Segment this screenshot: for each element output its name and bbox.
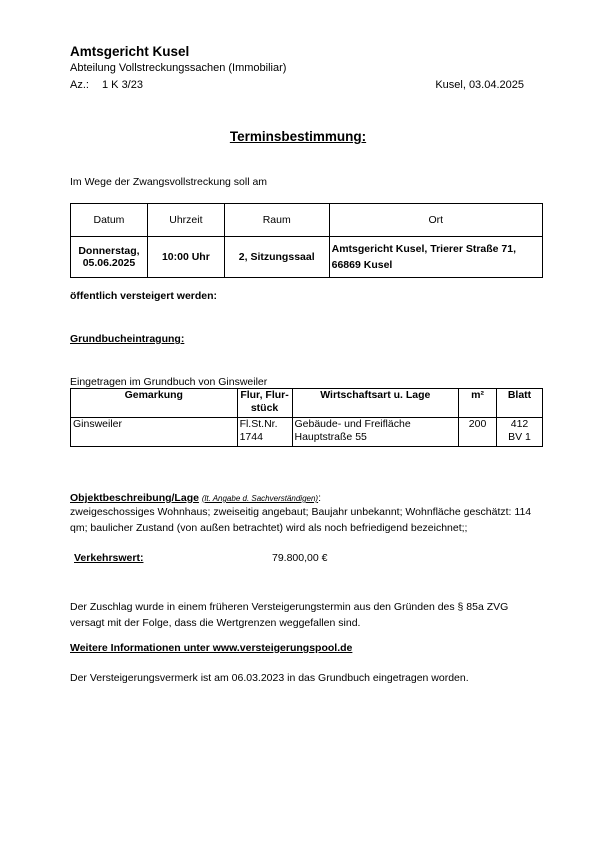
register-table: [70, 388, 543, 447]
col-header-gemarkung: Gemarkung: [71, 389, 238, 418]
more-info-link[interactable]: Weitere Informationen unter www.versteigerungspool.de: [70, 642, 353, 654]
market-value: 79.800,00 €: [272, 552, 328, 564]
case-number: [70, 79, 143, 91]
object-heading-label: Objektbeschreibung/Lage: [70, 492, 199, 504]
cell-m2: 200: [459, 418, 497, 447]
object-description: zweigeschossiges Wohnhaus; zweiseitig angebaut; Baujahr unbekannt; Wohnfläche geschätzt: 114 qm; baulicher Zustand (von außen betrachtet) wird als noch befriedigend bezeichnet;;: [70, 506, 532, 534]
location-street: Amtsgericht Kusel, Trierer Straße 71,: [331, 243, 517, 255]
auction-text: öffentlich versteigert werden:: [70, 290, 218, 302]
market-value-label: Verkehrswert:: [74, 552, 144, 564]
date-value: 05.06.2025: [82, 257, 136, 269]
appointment-header-row: [71, 204, 543, 237]
court-name: Amtsgericht Kusel: [70, 44, 190, 59]
intro-text: Im Wege der Zwangsvollstreckung soll am: [70, 176, 268, 188]
cell-blatt-line1: 412: [510, 418, 529, 430]
department: Abteilung Vollstreckungssachen (Immobiliar): [70, 62, 287, 74]
cell-blatt: [497, 418, 543, 447]
col-header-flur-line2: stück: [250, 402, 279, 414]
col-header-location: Ort: [329, 204, 542, 237]
cell-flur-line1: Fl.St.Nr.: [239, 418, 278, 430]
cell-wirtschaft: [292, 418, 459, 447]
register-row: [71, 418, 543, 447]
col-header-flur: [237, 389, 292, 418]
col-header-wirtschaft: Wirtschaftsart u. Lage: [292, 389, 459, 418]
case-number-value: 1 K 3/23: [102, 79, 143, 91]
col-header-time: Uhrzeit: [147, 204, 224, 237]
object-heading-note: (lt. Angabe d. Sachverständigen): [201, 494, 319, 503]
col-header-m2: m²: [459, 389, 497, 418]
appointment-table: [70, 203, 543, 278]
appointment-date: [71, 237, 148, 278]
object-heading: [70, 492, 321, 504]
date-weekday: Donnerstag,: [78, 245, 140, 257]
appointment-room: 2, Sitzungssaal: [224, 237, 329, 278]
col-header-blatt: Blatt: [497, 389, 543, 418]
col-header-flur-line1: Flur, Flur-: [240, 389, 289, 401]
appointment-location: [329, 237, 542, 278]
place-date: Kusel, 03.04.2025: [435, 79, 524, 91]
document-title: Terminsbestimmung:: [229, 129, 367, 144]
registered-in: Eingetragen im Grundbuch von Ginsweiler: [70, 376, 268, 388]
case-number-label: Az.:: [70, 79, 89, 91]
register-header-row: [71, 389, 543, 418]
cell-wirtschaft-line1: Gebäude- und Freifläche: [294, 418, 411, 430]
col-header-date: Datum: [71, 204, 148, 237]
zuschlag-text: Der Zuschlag wurde in einem früheren Versteigerungstermin aus den Gründen des § 85a ZVG versagt mit der Folge, dass die Wertgrenzen weggefallen sind.: [70, 601, 509, 629]
object-heading-colon: :: [318, 492, 322, 504]
appointment-row: [71, 237, 543, 278]
cell-flur: [237, 418, 292, 447]
location-city: 66869 Kusel: [331, 259, 393, 271]
cell-wirtschaft-line2: Hauptstraße 55: [294, 431, 367, 443]
vermerk-text: Der Versteigerungsvermerk ist am 06.03.2023 in das Grundbuch eingetragen worden.: [70, 672, 469, 684]
cell-blatt-line2: BV 1: [508, 431, 531, 443]
col-header-room: Raum: [224, 204, 329, 237]
cell-gemarkung: Ginsweiler: [71, 418, 238, 447]
appointment-time: 10:00 Uhr: [147, 237, 224, 278]
cell-flur-line2: 1744: [239, 431, 263, 443]
land-register-heading: Grundbucheintragung:: [70, 333, 185, 345]
